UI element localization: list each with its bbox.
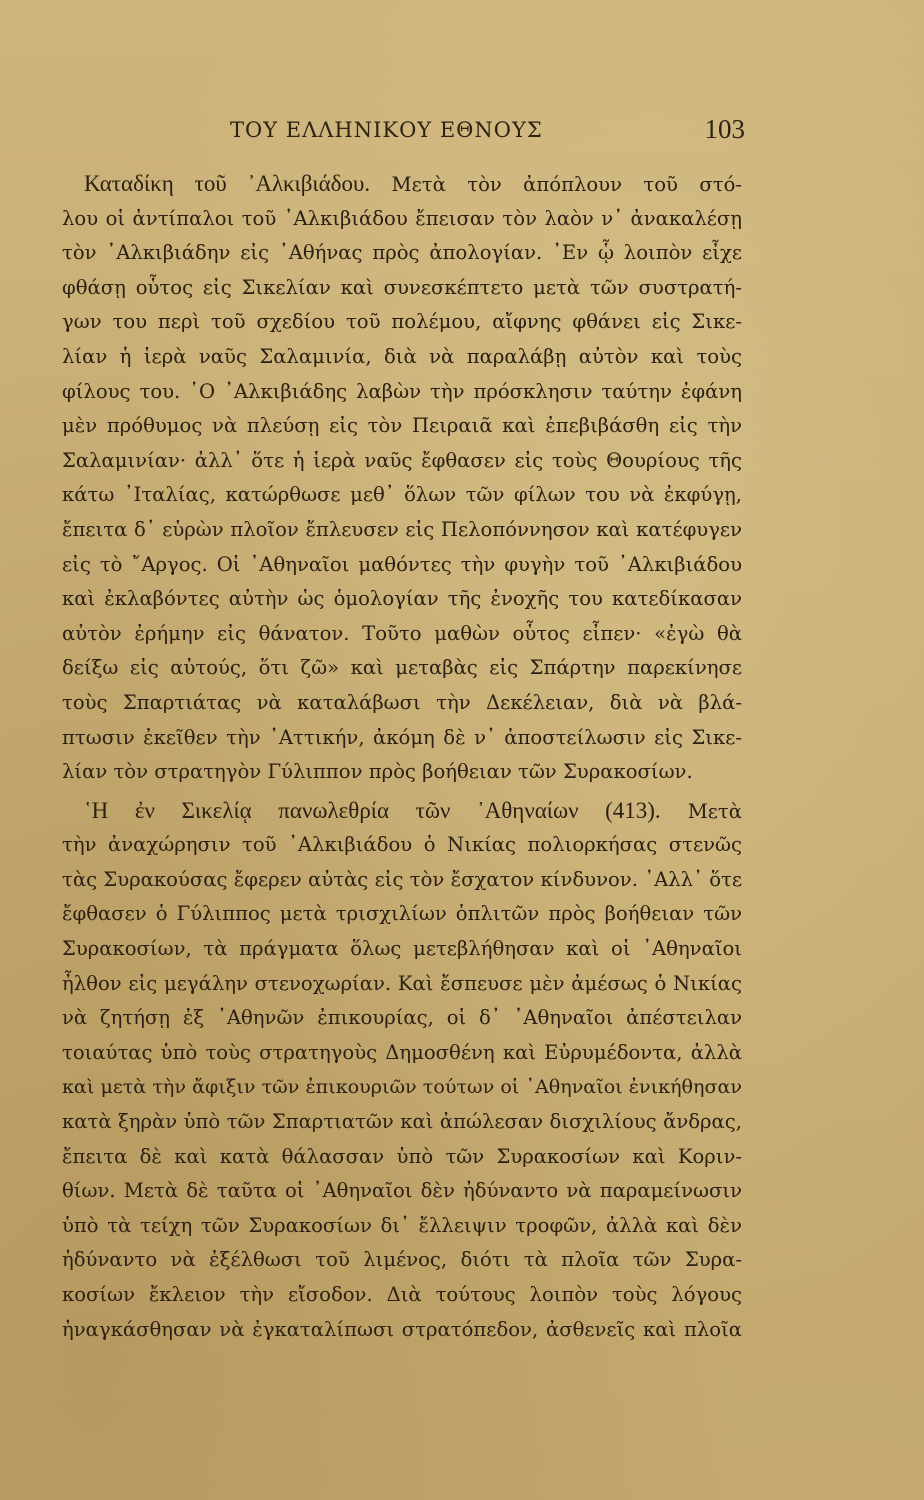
- text-line: Σαλαμινίαν· ἀλλ᾿ ὅτε ἡ ἱερὰ ναῦς ἔφθασεν εἰς τοὺς Θουρίους τῆς: [62, 448, 742, 472]
- text-run: Μετὰ: [660, 799, 742, 823]
- running-title: ΤΟΥ ΕΛΛΗΝΙΚΟΥ ΕΘΝΟΥΣ: [230, 118, 543, 142]
- text-line: Συρακοσίων, τὰ πράγματα ὅλως μετεβλήθησαν καὶ οἱ ᾿Αθηναῖοι: [62, 937, 742, 961]
- text-line: κάτω ᾿Ιταλίας, κατώρθωσε μεθ᾿ ὅλων τῶν φίλων του νὰ ἐκφύγῃ,: [62, 483, 742, 507]
- text-line: τὴν ἀναχώρησιν τοῦ ᾿Αλκιβιάδου ὁ Νικίας πολιορκήσας στενῶς: [62, 833, 742, 857]
- text-line: αὐτὸν ἐρήμην εἰς θάνατον. Τοῦτο μαθὼν οὗτος εἶπεν· «ἐγὼ θὰ: [62, 621, 742, 645]
- text-line: κοσίων ἔκλειον τὴν εἴσοδον. Διὰ τούτους λοιπὸν τοὺς λόγους: [62, 1283, 742, 1306]
- paragraph-2-line-1: [62, 794, 742, 829]
- text-line: πτωσιν ἐκεῖθεν τὴν ᾿Αττικήν, ἀκόμη δὲ ν᾿ ἀποστείλωσιν εἰς Σικε-: [62, 725, 742, 749]
- text-line: λίαν ἡ ἱερὰ ναῦς Σαλαμινία, διὰ νὰ παραλάβῃ αὐτὸν καὶ τοὺς: [62, 344, 742, 368]
- text-line: τοιαύτας ὑπὸ τοὺς στρατηγοὺς Δημοσθένη καὶ Εὐρυμέδοντα, ἀλλὰ: [62, 1040, 742, 1064]
- text-line: ἠναγκάσθησαν νὰ ἐγκαταλίπωσι στρατόπεδον, ἀσθενεῖς καὶ πλοῖα: [62, 1317, 742, 1341]
- text-line: ἠδύναντο νὰ ἐξέλθωσι τοῦ λιμένος, διότι τὰ πλοῖα τῶν Συρα-: [62, 1248, 742, 1272]
- page-number: 103: [704, 114, 745, 144]
- text-line: καὶ ἐκλαβόντες αὐτὴν ὡς ὁμολογίαν τῆς ἐνοχῆς του κατεδίκασαν: [62, 587, 742, 611]
- text-line: τοὺς Σπαρτιάτας νὰ καταλάβωσι τὴν Δεκέλειαν, διὰ νὰ βλά-: [62, 690, 742, 714]
- text-line: μὲν πρόθυμος νὰ πλεύσῃ εἰς τὸν Πειραιᾶ καὶ ἐπεβιβάσθη εἰς τὴν: [62, 414, 742, 438]
- text-line: γων του περὶ τοῦ σχεδίου τοῦ πολέμου, αἴφνης φθάνει εἰς Σικε-: [62, 310, 742, 334]
- text-line: φίλους του. ῾Ο ᾿Αλκιβιάδης λαβὼν τὴν πρόσκλησιν ταύτην ἐφάνη: [62, 379, 742, 403]
- text-line: ἔπειτα δὲ καὶ κατὰ θάλασσαν ὑπὸ τῶν Συρακοσίων καὶ Κοριν-: [62, 1144, 742, 1168]
- paragraph-1-line-1: [62, 167, 742, 202]
- text-line: ὑπὸ τὰ τείχη τῶν Συρακοσίων δι᾿ ἔλλειψιν τροφῶν, ἀλλὰ καὶ δὲν: [62, 1213, 742, 1237]
- text-line: νὰ ζητήσῃ ἐξ ᾿Αθηνῶν ἐπικουρίας, οἱ δ᾿ ᾿Αθηναῖοι ἀπέστειλαν: [62, 1006, 742, 1030]
- text-line: θίων. Μετὰ δὲ ταῦτα οἱ ᾿Αθηναῖοι δὲν ἠδύναντο νὰ παραμείνωσιν: [62, 1179, 742, 1203]
- text-line: ἔφθασεν ὁ Γύλιππος μετὰ τρισχιλίων ὁπλιτῶν πρὸς βοήθειαν τῶν: [62, 902, 742, 926]
- text-line: δείξω εἰς αὐτούς, ὅτι ζῶ» καὶ μεταβὰς εἰς Σπάρτην παρεκίνησε: [62, 656, 742, 680]
- text-line: τὰς Συρακούσας ἔφερεν αὐτὰς εἰς τὸν ἔσχατον κίνδυνον. ᾿Αλλ᾿ ὅτε: [62, 867, 742, 891]
- section-heading-2: ῾Η ἐν Σικελίᾳ πανωλεθρία τῶν ᾿Αθηναίων (413).: [84, 797, 661, 823]
- body-text: [62, 167, 742, 1347]
- text-line: λίαν τὸν στρατηγὸν Γύλιππον πρὸς βοήθειαν τῶν Συρακοσίων.: [62, 760, 693, 784]
- text-line: φθάσῃ οὗτος εἰς Σικελίαν καὶ συνεσκέπτετο μετὰ τῶν συστρατή-: [62, 275, 742, 299]
- section-heading-1: Καταδίκη τοῦ ᾿Αλκιβιάδου.: [84, 171, 371, 196]
- page-header: [230, 114, 745, 150]
- text-line: καὶ μετὰ τὴν ἄφιξιν τῶν ἐπικουριῶν τούτων οἱ ᾿Αθηναῖοι ἐνικήθησαν: [62, 1075, 742, 1099]
- text-run: Μετὰ τὸν ἀπόπλουν τοῦ στό-: [370, 173, 742, 196]
- text-line: λου οἱ ἀντίπαλοι τοῦ ᾿Αλκιβιάδου ἔπεισαν τὸν λαὸν ν᾿ ἀνακαλέσῃ: [62, 206, 742, 230]
- text-line: τὸν ᾿Αλκιβιάδην εἰς ᾿Αθήνας πρὸς ἀπολογίαν. ᾿Εν ᾧ λοιπὸν εἶχε: [62, 241, 742, 265]
- text-line: ἦλθον εἰς μεγάλην στενοχωρίαν. Καὶ ἔσπευσε μὲν ἀμέσως ὁ Νικίας: [62, 971, 742, 995]
- text-line: εἰς τὸ ῎Αργος. Οἱ ᾿Αθηναῖοι μαθόντες τὴν φυγὴν τοῦ ᾿Αλκιβιάδου: [62, 552, 742, 576]
- text-line: κατὰ ξηρὰν ὑπὸ τῶν Σπαρτιατῶν καὶ ἀπώλεσαν δισχιλίους ἄνδρας,: [62, 1110, 742, 1134]
- text-line: ἔπειτα δ᾿ εὑρὼν πλοῖον ἔπλευσεν εἰς Πελοπόννησον καὶ κατέφυγεν: [62, 517, 742, 541]
